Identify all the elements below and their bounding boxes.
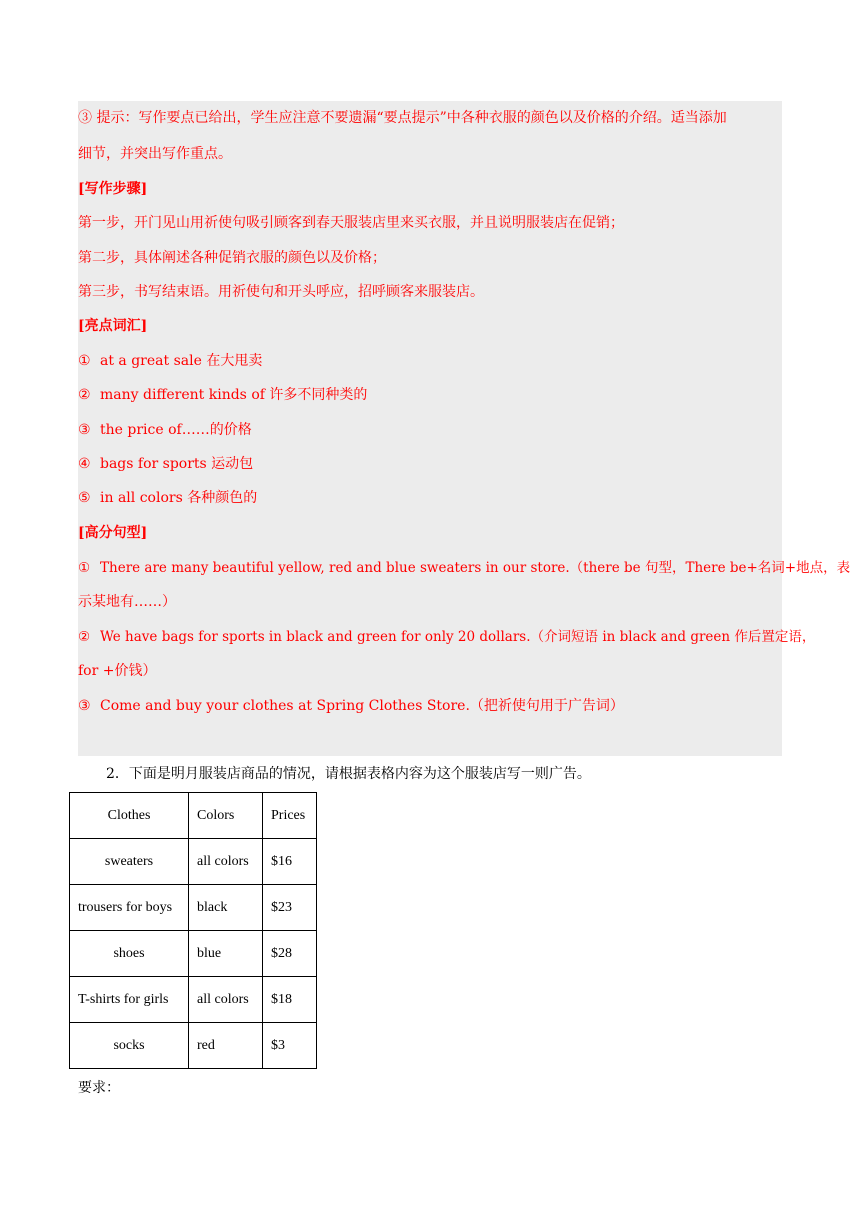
sentences-heading: [高分句型]	[78, 525, 148, 541]
cell-color: black	[189, 885, 263, 931]
cell-price: $23	[263, 885, 317, 931]
cell-color: blue	[189, 931, 263, 977]
vocab-number: ②	[78, 387, 91, 403]
sentence-number: ③	[78, 698, 91, 714]
cell-price: $3	[263, 1023, 317, 1069]
sentence-text: We have bags for sports in black and green for only 20 dollars.（介词短语 in black and green 作后置定语，	[100, 629, 816, 645]
cell-price: $16	[263, 839, 317, 885]
step-3: 第三步，书写结束语。用祈使句和开头呼应，招呼顾客来服装店。	[78, 284, 484, 300]
header-clothes: Clothes	[70, 793, 189, 839]
sentence-1-line-1	[78, 558, 850, 578]
cell-color: all colors	[189, 839, 263, 885]
vocab-item-3	[78, 420, 252, 440]
vocab-heading: [亮点词汇]	[78, 318, 148, 334]
cell-color: all colors	[189, 977, 263, 1023]
vocab-item-4	[78, 454, 253, 474]
cell-clothes: T-shirts for girls	[70, 977, 189, 1023]
cell-price: $18	[263, 977, 317, 1023]
cell-clothes: socks	[70, 1023, 189, 1069]
table-header-row	[70, 793, 317, 839]
table-row	[70, 931, 317, 977]
vocab-item-5	[78, 488, 257, 508]
vocab-text: bags for sports 运动包	[100, 456, 254, 472]
tips-line-1: ③ 提示：写作要点已给出，学生应注意不要遗漏“要点提示”中各种衣服的颜色以及价格的介绍。适当添加	[78, 110, 727, 126]
sentence-number: ②	[78, 629, 91, 645]
sentence-number: ①	[78, 560, 91, 576]
vocab-number: ④	[78, 456, 91, 472]
sentence-2-line-1	[78, 627, 815, 647]
vocab-text: the price of……的价格	[100, 422, 252, 438]
sentence-2-line-2: for +价钱）	[78, 663, 157, 679]
sentence-text: There are many beautiful yellow, red and blue sweaters in our store.（there be 句型，There be+名词+地点，表	[100, 560, 851, 576]
steps-heading: [写作步骤]	[78, 181, 148, 197]
sentence-1-line-2: 示某地有……）	[78, 594, 176, 610]
vocab-text: in all colors 各种颜色的	[100, 490, 258, 506]
cell-price: $28	[263, 931, 317, 977]
sentence-text: Come and buy your clothes at Spring Clothes Store.（把祈使句用于广告词）	[100, 698, 624, 714]
table-row	[70, 1023, 317, 1069]
vocab-item-2	[78, 385, 367, 405]
cell-clothes: trousers for boys	[70, 885, 189, 931]
vocab-number: ③	[78, 422, 91, 438]
product-table	[69, 792, 317, 1069]
requirements-label: 要求：	[78, 1080, 120, 1096]
vocab-item-1	[78, 351, 262, 371]
step-1: 第一步，开门见山用祈使句吸引顾客到春天服装店里来买衣服，并且说明服装店在促销；	[78, 215, 624, 231]
cell-clothes: sweaters	[70, 839, 189, 885]
header-prices: Prices	[263, 793, 317, 839]
step-2: 第二步，具体阐述各种促销衣服的颜色以及价格；	[78, 250, 386, 266]
task-intro: 2．下面是明月服装店商品的情况，请根据表格内容为这个服装店写一则广告。	[106, 766, 591, 782]
tips-line-2: 细节，并突出写作重点。	[78, 146, 232, 162]
vocab-number: ⑤	[78, 490, 91, 506]
cell-color: red	[189, 1023, 263, 1069]
cell-clothes: shoes	[70, 931, 189, 977]
vocab-text: many different kinds of 许多不同种类的	[100, 387, 368, 403]
vocab-text: at a great sale 在大甩卖	[100, 353, 263, 369]
table-row	[70, 885, 317, 931]
sentence-3-line-1	[78, 696, 624, 716]
vocab-number: ①	[78, 353, 91, 369]
table-row	[70, 839, 317, 885]
header-colors: Colors	[189, 793, 263, 839]
table-row	[70, 977, 317, 1023]
